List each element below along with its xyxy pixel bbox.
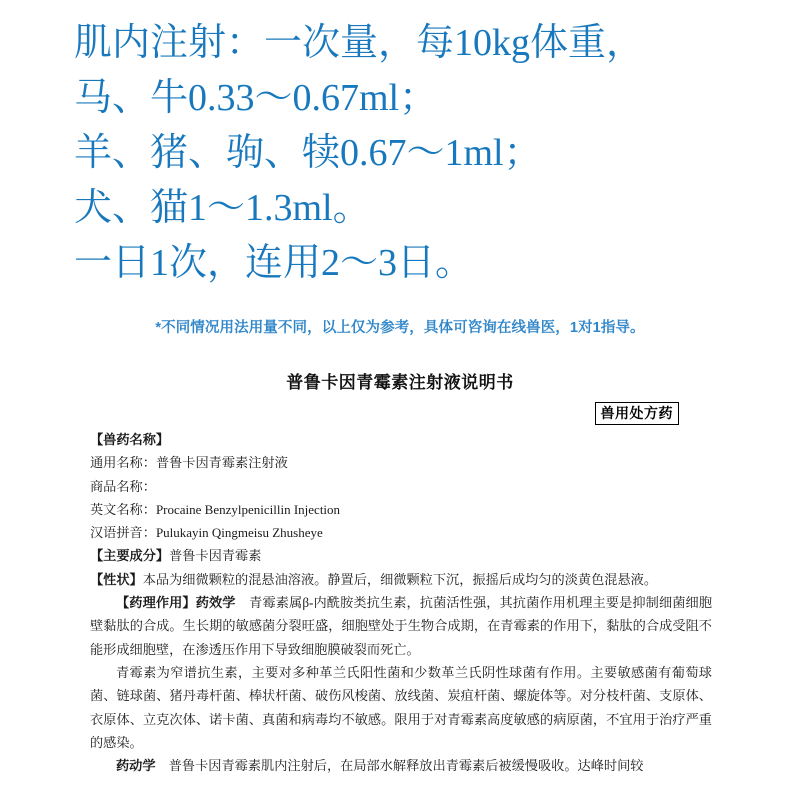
pharmacokinetics-label: 药动学 <box>116 758 156 774</box>
brand-name-row <box>90 475 712 498</box>
generic-name-label: 通用名称： <box>90 455 156 471</box>
pinyin-row <box>90 521 712 544</box>
pharmacodynamics-paragraph-2-row <box>90 661 712 754</box>
brand-name-label: 商品名称： <box>90 478 156 494</box>
pinyin-label: 汉语拼音： <box>90 525 156 541</box>
ingredient-heading-label: 【主要成分】 <box>90 548 170 564</box>
dosage-disclaimer-note: *不同情况用法用量不同，以上仅为参考，具体可咨询在线兽医，1对1指导。 <box>155 320 645 336</box>
pharmacodynamics-paragraph-1: 青霉素属β-内酰胺类抗生素，抗菌活性强，其抗菌作用机理主要是抑制细菌细胞壁黏肽的合成。生长期的敏感菌分裂旺盛，细胞壁处于生物合成期，在青霉素的作用下，黏肽的合成受阻不能形成细胞壁，在渗透压作用下导致细胞膜破裂而死亡。 <box>90 595 713 657</box>
dosage-line-2: 马、牛0.33～0.67ml； <box>74 77 438 119</box>
english-name-label: 英文名称： <box>90 501 156 517</box>
drug-leaflet <box>0 366 800 777</box>
dosage-line-5: 一日1次，连用2～3日。 <box>74 242 474 284</box>
generic-name-row <box>90 451 712 474</box>
property-heading-label: 【性状】 <box>90 571 143 587</box>
leaflet-title: 普鲁卡因青霉素注射液说明书 <box>286 373 514 392</box>
english-name-value: Procaine Benzylpenicillin Injection <box>155 501 341 517</box>
dosage-line-4: 犬、猫1～1.3ml。 <box>74 187 371 229</box>
section-name-heading <box>90 428 712 451</box>
prescription-drug-badge: 兽用处方药 <box>595 402 680 425</box>
pinyin-value: Pulukayin Qingmeisu Zhusheye <box>155 525 323 541</box>
english-name-row <box>90 498 712 521</box>
pharmacodynamics-paragraph-2: 青霉素为窄谱抗生素，主要对多种革兰氏阳性菌和少数革兰氏阴性球菌有作用。主要敏感菌有葡萄球菌、链球菌、猪丹毒杆菌、棒状杆菌、破伤风梭菌、放线菌、炭疽杆菌、螺旋体等。对分枝杆菌、支原体、衣原体、立克次体、诺卡菌、真菌和病毒均不敏感。限用于对青霉素高度敏感的病原菌，不宜用于治疗严重的感染。 <box>90 664 712 750</box>
section-name-heading-label: 【兽药名称】 <box>90 432 170 447</box>
dosage-line-1: 肌内注射：一次量，每10kg体重， <box>74 22 645 64</box>
property-row <box>90 568 712 591</box>
pharmacology-heading-label: 【药理作用】 <box>116 595 196 611</box>
ingredient-value: 普鲁卡因青霉素 <box>169 548 262 564</box>
pharmacokinetics-row <box>90 754 712 777</box>
ingredient-row <box>90 544 712 567</box>
leaflet-body <box>0 428 800 777</box>
property-value: 本品为细微颗粒的混悬油溶液。静置后，细微颗粒下沉，振摇后成均匀的淡黄色混悬液。 <box>142 571 658 587</box>
dosage-line-3: 羊、猪、驹、犊0.67～1ml； <box>74 132 542 174</box>
pharmacokinetics-paragraph-1: 普鲁卡因青霉素肌内注射后，在局部水解释放出青霉素后被缓慢吸收。达峰时间较 <box>168 758 644 774</box>
generic-name-value: 普鲁卡因青霉素注射液 <box>155 455 288 471</box>
rx-badge-row <box>0 402 800 428</box>
pharmacodynamics-label: 药效学 <box>195 595 236 611</box>
pharmacology-row <box>90 591 712 661</box>
dosage-headline-block <box>0 0 800 291</box>
